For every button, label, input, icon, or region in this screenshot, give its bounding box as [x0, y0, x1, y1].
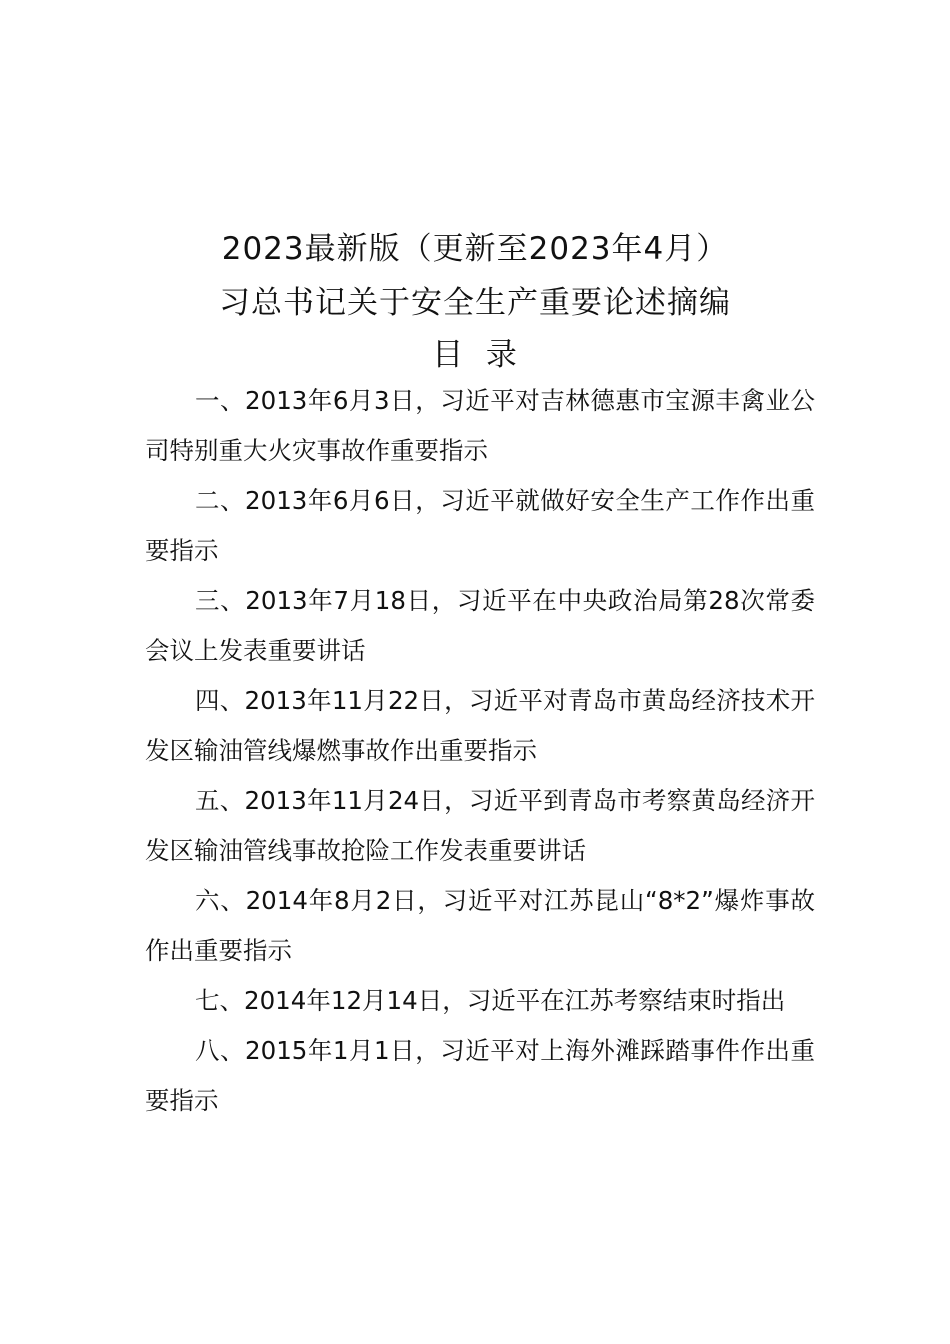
document-title: 习总书记关于安全生产重要论述摘编	[219, 285, 731, 321]
title-block	[0, 222, 950, 380]
toc-item-2: 二、2013年6月6日，习近平就做好安全生产工作作出重要指示	[145, 486, 815, 565]
toc-item-1: 一、2013年6月3日，习近平对吉林德惠市宝源丰禽业公司特别重大火灾事故作重要指示	[145, 386, 815, 465]
toc-item-8: 八、2015年1月1日，习近平对上海外滩踩踏事件作出重要指示	[145, 1036, 815, 1115]
toc-heading: 目 录	[432, 337, 518, 373]
document-title-edition: 2023最新版（更新至2023年4月）	[221, 231, 729, 267]
toc-item-7: 七、2014年12月14日，习近平在江苏考察结束时指出	[195, 986, 786, 1015]
toc-item-6: 六、2014年8月2日，习近平对江苏昆山“8*2”爆炸事故作出重要指示	[145, 886, 815, 965]
toc-item-5: 五、2013年11月24日，习近平到青岛市考察黄岛经济开发区输油管线事故抢险工作发表重要讲话	[145, 786, 815, 865]
toc-item-3: 三、2013年7月18日，习近平在中央政治局第28次常委会议上发表重要讲话	[145, 586, 815, 665]
toc-item-4: 四、2013年11月22日，习近平对青岛市黄岛经济技术开发区输油管线爆燃事故作出重要指示	[145, 686, 815, 765]
toc-list	[145, 376, 815, 1126]
